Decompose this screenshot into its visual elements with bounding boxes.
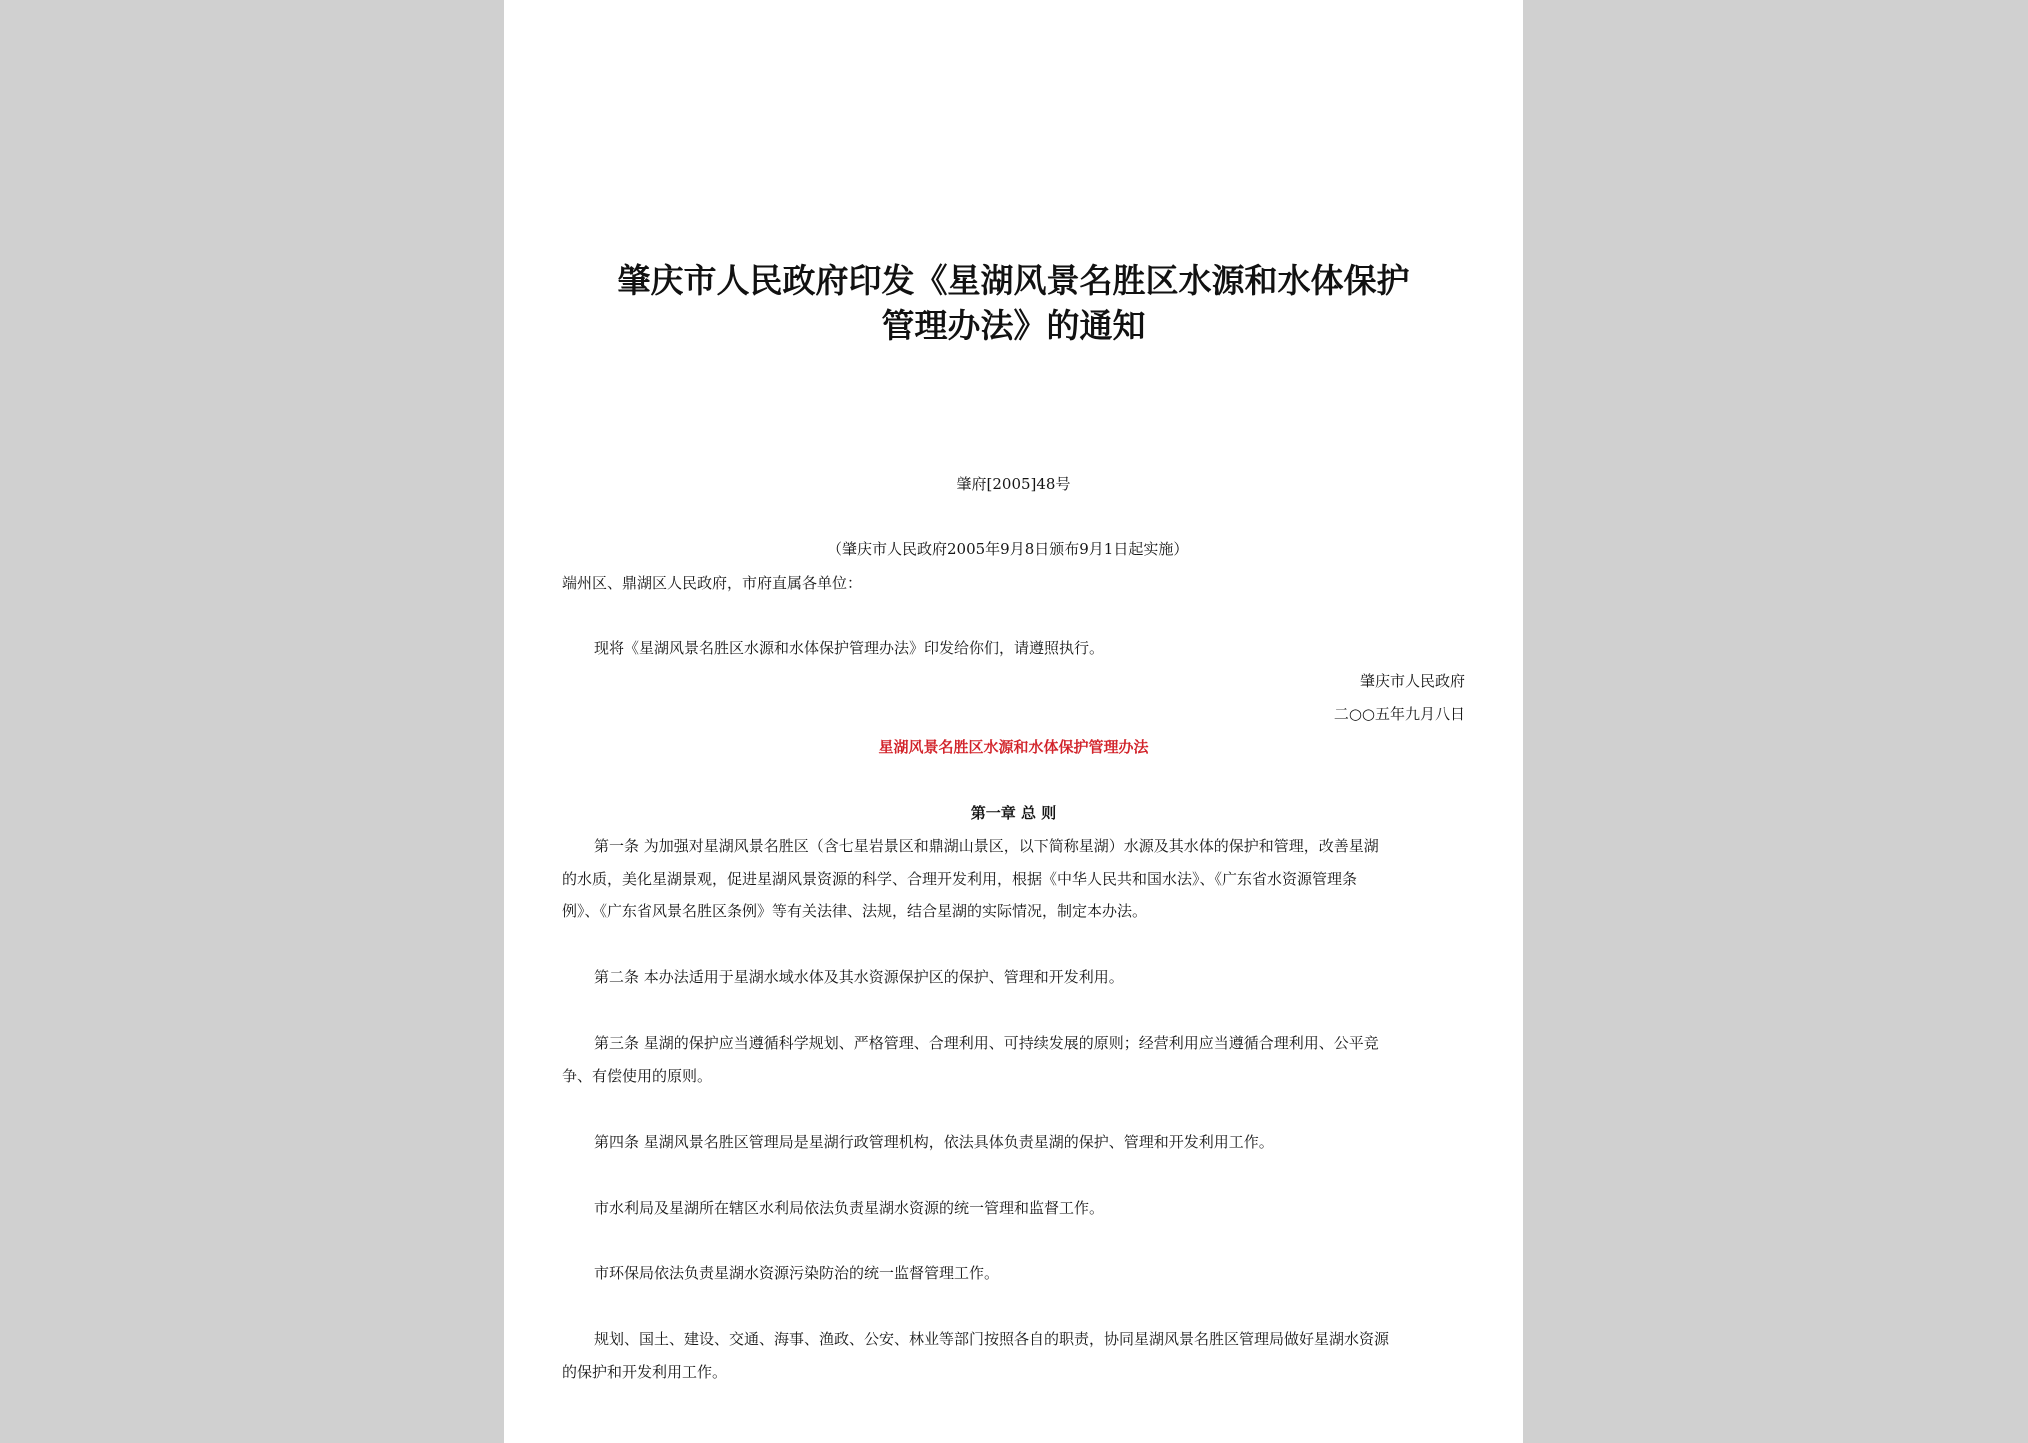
promulgation-note: （肇庆市人民政府2005年9月8日颁布9月1日起实施）: [827, 540, 1189, 558]
title-line-2: 管理办法》的通知: [881, 306, 1146, 345]
title-line-1: 肇庆市人民政府印发《星湖风景名胜区水源和水体保护: [617, 261, 1410, 300]
document-title: [564, 258, 1463, 348]
regulation-title: 星湖风景名胜区水源和水体保护管理办法: [878, 738, 1149, 756]
article-1-line-1: 第一条 为加强对星湖风景名胜区（含七星岩景区和鼎湖山景区，以下简称星湖）水源及其水体的保护和管理，改善星湖: [594, 837, 1379, 855]
chapter-heading: 第一章 总 则: [970, 804, 1057, 822]
article-3-line-2: 争、有偿使用的原则。: [562, 1067, 713, 1085]
addressee: 端州区、鼎湖区人民政府，市府直属各单位：: [562, 574, 863, 592]
article-2: 第二条 本办法适用于星湖水域水体及其水资源保护区的保护、管理和开发利用。: [594, 968, 1124, 986]
issue-date: 二○○五年九月八日: [1333, 705, 1465, 723]
article-1-line-2: 的水质，美化星湖景观，促进星湖风景资源的科学、合理开发利用，根据《中华人民共和国水法》、《广东省水资源管理条: [562, 870, 1358, 888]
article-4: 第四条 星湖风景名胜区管理局是星湖行政管理机构，依法具体负责星湖的保护、管理和开发利用工作。: [594, 1133, 1274, 1151]
notice-paragraph: 现将《星湖风景名胜区水源和水体保护管理办法》印发给你们，请遵照执行。: [594, 639, 1105, 657]
article-3-line-1: 第三条 星湖的保护应当遵循科学规划、严格管理、合理利用、可持续发展的原则；经营利用应当遵循合理利用、公平竞: [594, 1034, 1379, 1052]
other-departments-line-1: 规划、国土、建设、交通、海事、渔政、公安、林业等部门按照各自的职责，协同星湖风景名胜区管理局做好星湖水资源: [594, 1330, 1390, 1348]
issuer-signature: 肇庆市人民政府: [1359, 672, 1465, 690]
document-page: [504, 0, 1523, 1443]
other-departments-line-2: 的保护和开发利用工作。: [562, 1363, 728, 1381]
article-1-line-3: 例》、《广东省风景名胜区条例》等有关法律、法规，结合星湖的实际情况，制定本办法。: [562, 902, 1148, 920]
environment-bureau-paragraph: 市环保局依法负责星湖水资源污染防治的统一监督管理工作。: [594, 1264, 1000, 1282]
document-number: 肇府[2005]48号: [956, 475, 1071, 493]
water-bureau-paragraph: 市水利局及星湖所在辖区水利局依法负责星湖水资源的统一管理和监督工作。: [594, 1199, 1105, 1217]
